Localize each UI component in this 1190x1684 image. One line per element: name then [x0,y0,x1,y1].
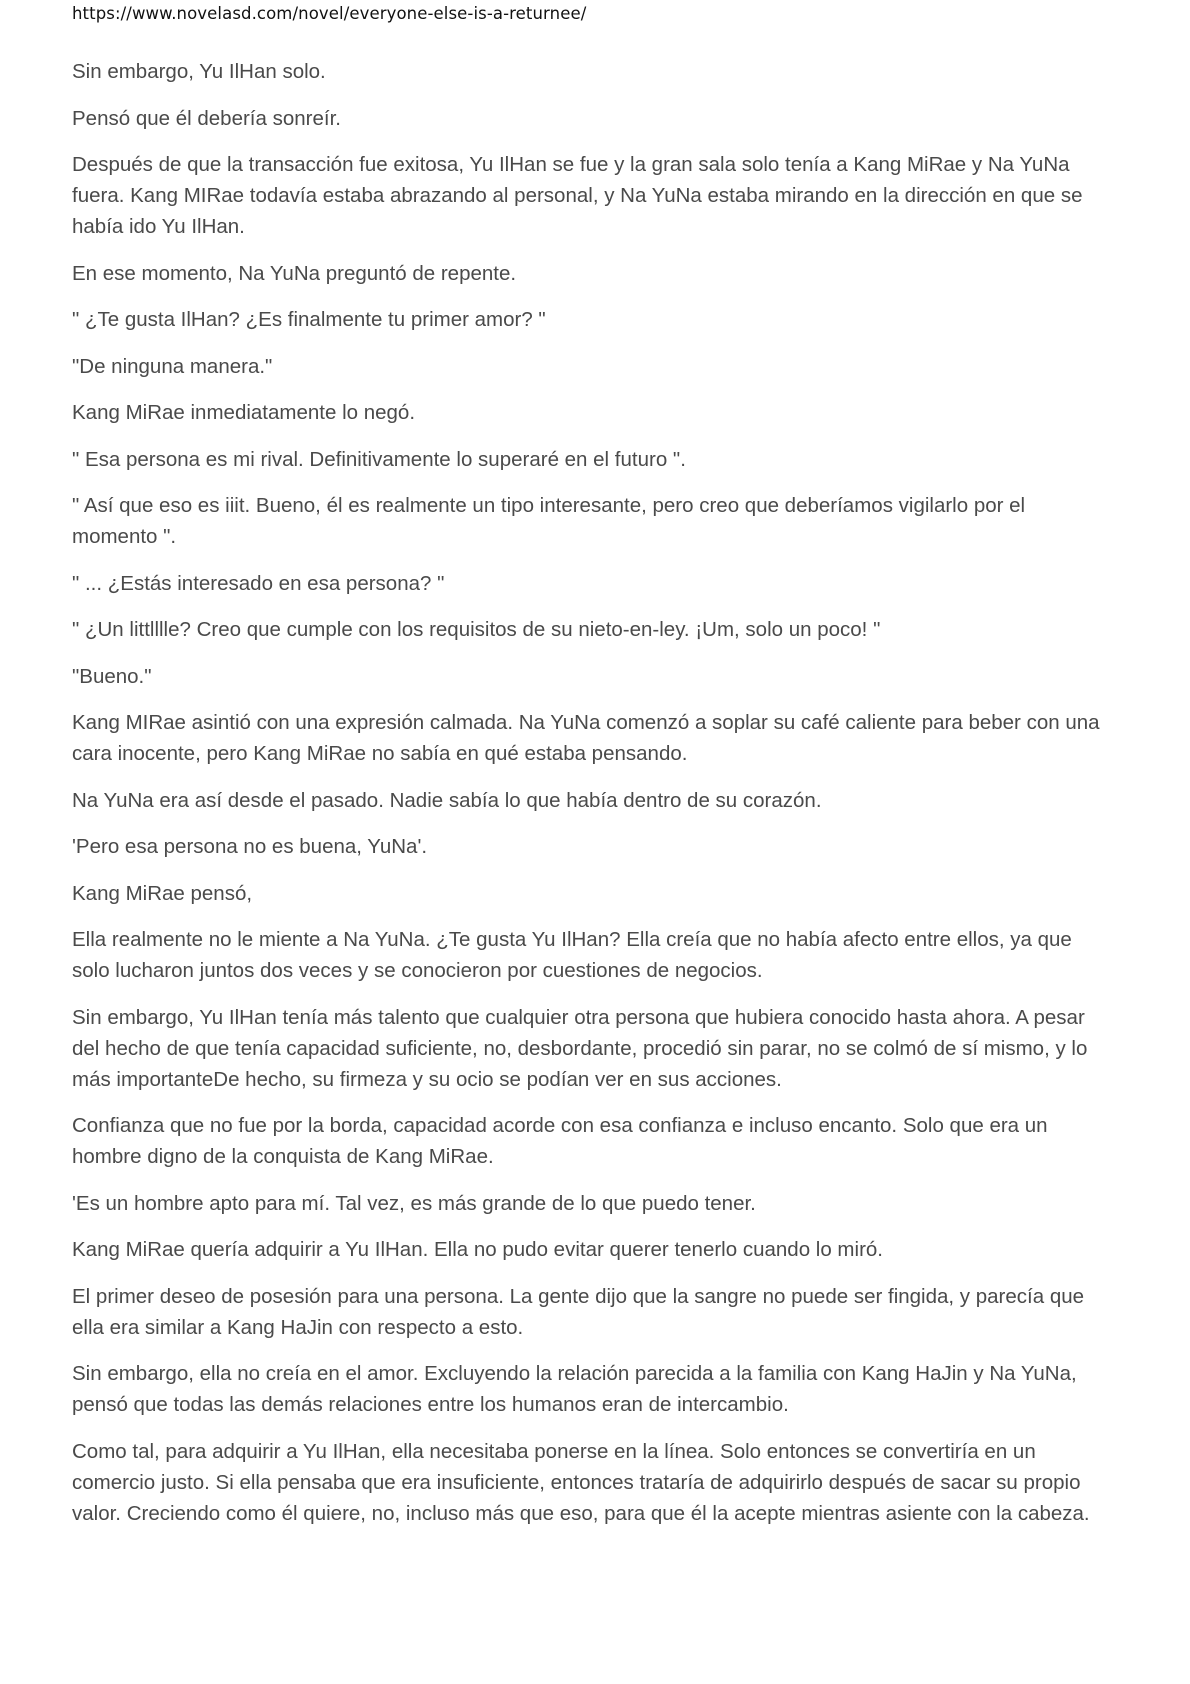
paragraph: "De ninguna manera." [72,354,273,378]
document-body [72,56,1112,1544]
paragraph: " Esa persona es mi rival. Definitivamente lo superaré en el futuro ". [72,447,686,471]
paragraph: El primer deseo de posesión para una persona. La gente dijo que la sangre no puede ser fingida, y parecía que ella era similar a Kang HaJin con respecto a esto. [72,1284,1085,1339]
paragraph: Kang MIRae asintió con una expresión calmada. Na YuNa comenzó a soplar su café caliente para beber con una cara inocente, pero Kang MiRae no sabía en qué estaba pensando. [72,711,1100,765]
paragraph: Sin embargo, ella no creía en el amor. Excluyendo la relación parecida a la familia con Kang HaJin y Na YuNa, pensó que todas las demás relaciones entre los humanos eran de intercambio. [72,1362,1077,1416]
source-url: https://www.novelasd.com/novel/everyone-else-is-a-returnee/ [72,4,587,23]
paragraph: Kang MiRae quería adquirir a Yu IlHan. Ella no pudo evitar querer tenerlo cuando lo miró. [72,1238,883,1261]
paragraph: Na YuNa era así desde el pasado. Nadie sabía lo que había dentro de su corazón. [72,788,822,812]
paragraph: Sin embargo, Yu IlHan solo. [72,60,326,83]
paragraph: Pensó que él debería sonreír. [72,106,341,130]
paragraph: Como tal, para adquirir a Yu IlHan, ella necesitaba ponerse en la línea. Solo entonces se convertiría en un comercio justo. Si ella pensaba que era insuficiente, entonces trataría de adquirirlo después de sacar su propio valor. Creciendo como él quiere, no, incluso más que eso, para que él la acepte mientras asiente con la cabeza. [72,1439,1090,1525]
paragraph: " Así que eso es iiit. Bueno, él es realmente un tipo interesante, pero creo que deberíamos vigilarlo por el momento ". [72,494,1026,548]
paragraph: Kang MiRae inmediatamente lo negó. [72,401,416,424]
paragraph: " ¿Te gusta IlHan? ¿Es finalmente tu primer amor? " [72,308,546,331]
paragraph: Sin embargo, Yu IlHan tenía más talento que cualquier otra persona que hubiera conocido hasta ahora. A pesar del hecho de que tenía capacidad suficiente, no, desbordante, procedió sin parar, no se colmó de sí mismo, y lo más importanteDe hecho, su firmeza y su ocio se podían ver en sus acciones. [72,1005,1088,1091]
paragraph: "Bueno." [72,664,152,688]
paragraph: Después de que la transacción fue exitosa, Yu IlHan se fue y la gran sala solo tenía a Kang MiRae y Na YuNa fuera. Kang MIRae todavía estaba abrazando al personal, y Na YuNa estaba mirando en la dirección en que se había ido Yu IlHan. [72,153,1083,238]
paragraph: " ¿Un littlllle? Creo que cumple con los requisitos de su nieto-en-ley. ¡Um, solo un poco! " [72,618,881,641]
paragraph: Confianza que no fue por la borda, capacidad acorde con esa confianza e incluso encanto. Solo que era un hombre digno de la conquista de Kang MiRae. [72,1114,1048,1168]
paragraph: Kang MiRae pensó, [72,881,253,905]
paragraph: En ese momento, Na YuNa preguntó de repente. [72,261,517,285]
paragraph: " ... ¿Estás interesado en esa persona? " [72,571,445,595]
paragraph: 'Pero esa persona no es buena, YuNa'. [72,835,428,858]
paragraph: Ella realmente no le miente a Na YuNa. ¿Te gusta Yu IlHan? Ella creía que no había afecto entre ellos, ya que solo lucharon juntos dos veces y se conocieron por cuestiones de negocios. [72,928,1072,982]
paragraph: 'Es un hombre apto para mí. Tal vez, es más grande de lo que puedo tener. [72,1191,756,1215]
